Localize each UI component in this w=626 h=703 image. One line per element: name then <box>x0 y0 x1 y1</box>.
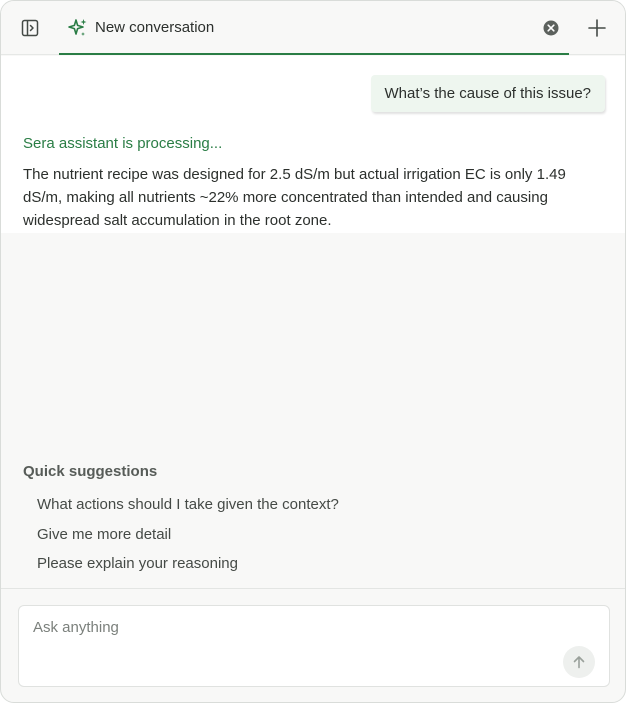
tab-new-conversation[interactable] <box>59 1 569 55</box>
sidebar-toggle-button[interactable] <box>19 17 41 39</box>
chat-header <box>1 1 626 55</box>
close-circle-icon[interactable] <box>542 19 560 37</box>
divider <box>1 588 626 589</box>
chat-input-box <box>18 605 610 687</box>
suggestions-title: Quick suggestions <box>23 463 158 480</box>
suggestion-item[interactable]: Give me more detail <box>37 526 172 543</box>
chat-input[interactable] <box>33 618 553 648</box>
suggestion-item[interactable]: Please explain your reasoning <box>37 555 238 572</box>
assistant-answer: The nutrient recipe was designed for 2.5 dS/m but actual irrigation EC is only 1.49 dS/m, making all nutrients ~22% more concentrated than intended and causing widespread salt accumulation in the root zone. <box>23 166 566 229</box>
tab-title: New conversation <box>95 19 215 36</box>
plus-icon[interactable] <box>586 17 608 39</box>
sparkle-icon <box>67 17 89 39</box>
suggestion-item[interactable]: What actions should I take given the context? <box>37 496 339 513</box>
send-button[interactable] <box>563 646 595 678</box>
assistant-status: Sera assistant is processing... <box>23 135 223 152</box>
arrow-up-icon <box>571 654 587 670</box>
sidebar-toggle-icon <box>21 19 39 37</box>
user-message: What’s the cause of this issue? <box>371 75 606 112</box>
conversation-area <box>1 56 626 233</box>
